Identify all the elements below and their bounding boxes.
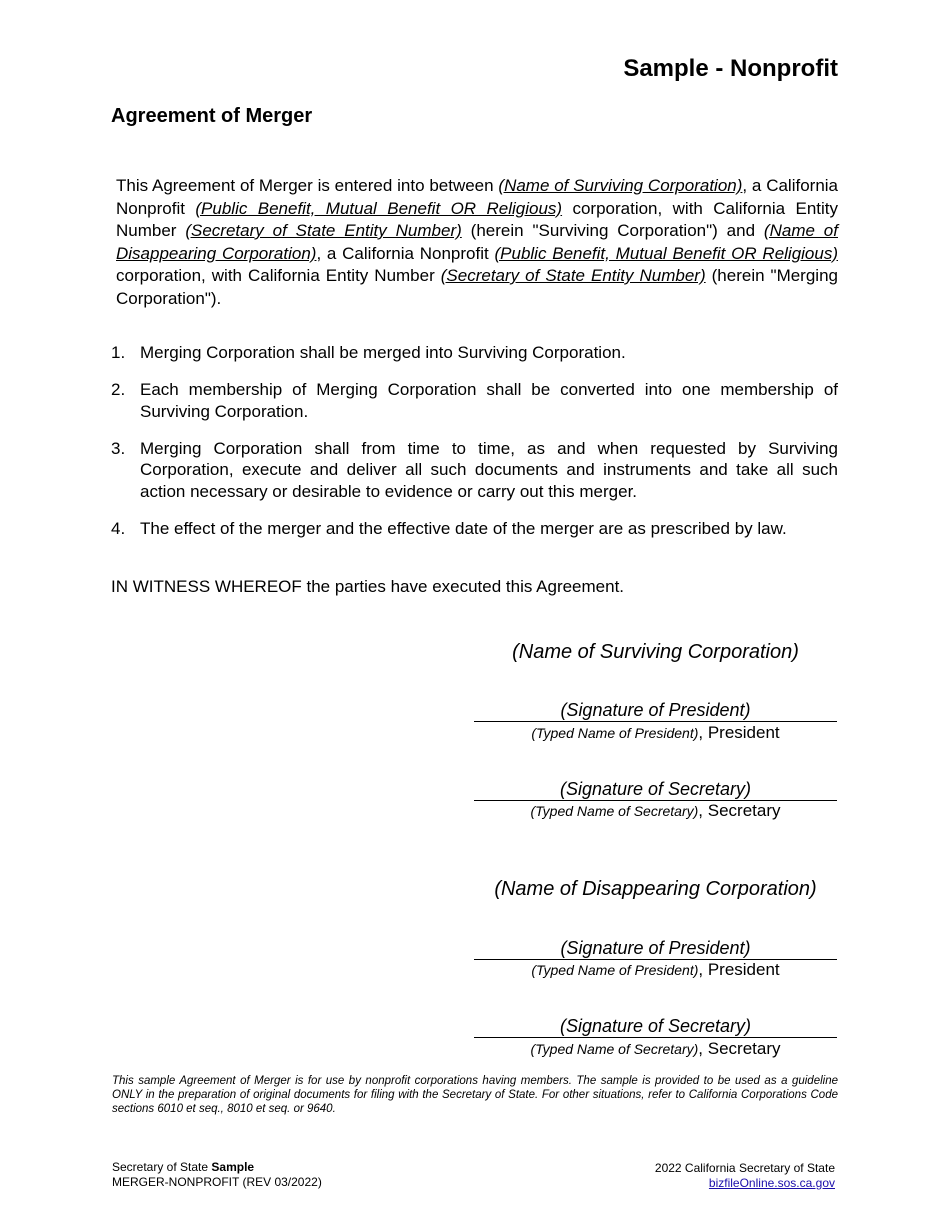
- placeholder-disappearing-type: (Public Benefit, Mutual Benefit OR Religious): [494, 243, 838, 263]
- intro-text: (herein "Merging Corporation").: [116, 266, 838, 308]
- clause-number: 1.: [111, 343, 126, 362]
- footer-sample-label: Sample: [211, 1160, 255, 1174]
- footer-agency: [112, 1160, 322, 1175]
- intro-text: This Agreement of Merger is entered into between: [116, 176, 499, 195]
- intro-text: (herein "Surviving Corporation") and: [461, 221, 764, 240]
- footer-form-info: [112, 1160, 322, 1190]
- footer-copyright-block: [655, 1161, 835, 1191]
- usage-footnote: This sample Agreement of Merger is for use by nonprofit corporations having members. The sample is provided to be used as a guideline ONLY in the preparation of original documents for filing with the Secretary of State. For other situations, refer to California Corporations Code sections 6010 et seq., 8010 et seq. or 9640.: [112, 1075, 838, 1115]
- clause-number: 4.: [111, 518, 126, 538]
- intro-text: corporation, with California Entity Number: [116, 266, 441, 285]
- typed-name: (Typed Name of Secretary): [530, 803, 699, 819]
- clause-item: [111, 438, 838, 503]
- surviving-corp-name: (Name of Surviving Corporation): [512, 641, 799, 663]
- title: , Secretary: [698, 1039, 781, 1058]
- clause-text: Each membership of Merging Corporation shall be converted into one membership of Surviving Corporation.: [140, 380, 838, 421]
- witness-statement: IN WITNESS WHEREOF the parties have executed this Agreement.: [111, 577, 625, 596]
- clause-number: 3.: [111, 438, 126, 458]
- clause-list: [111, 342, 838, 555]
- typed-name: (Typed Name of Secretary): [530, 1041, 699, 1057]
- clause-text: Merging Corporation shall from time to time, as and when requested by Surviving Corporation, execute and deliver all such documents and instruments and take all such action necessary or desirable to evidence or carry out this merger.: [140, 438, 838, 501]
- placeholder-surviving-type: (Public Benefit, Mutual Benefit OR Religious): [195, 198, 563, 218]
- disappearing-corp-name: (Name of Disappearing Corporation): [494, 878, 817, 900]
- placeholder-disappearing-name: (Name of Disappearing Corporation): [116, 221, 838, 263]
- clause-text: The effect of the merger and the effective date of the merger are as prescribed by law.: [140, 518, 787, 538]
- surviving-secretary-typed-name: [474, 801, 837, 821]
- title: , President: [698, 960, 780, 979]
- footer-agency-text: Secretary of State: [112, 1160, 212, 1174]
- intro-text: , a California Nonprofit: [116, 176, 838, 218]
- disappearing-president-signature-line: (Signature of President): [474, 938, 837, 960]
- clause-item: [111, 342, 838, 364]
- placeholder-disappearing-entity-number: (Secretary of State Entity Number): [440, 266, 706, 285]
- intro-text: , a California Nonprofit: [316, 243, 495, 263]
- typed-name: (Typed Name of President): [531, 725, 699, 741]
- placeholder-surviving-name: (Name of Surviving Corporation): [498, 176, 743, 195]
- clause-item: [111, 379, 838, 422]
- title: , President: [698, 723, 780, 742]
- footer-form-number: MERGER-NONPROFIT (REV 03/2022): [112, 1175, 322, 1189]
- document-title: Agreement of Merger: [111, 105, 313, 127]
- disappearing-secretary-signature-line: (Signature of Secretary): [474, 1016, 837, 1038]
- disappearing-secretary-typed-name: [474, 1039, 837, 1059]
- sample-label: Sample - Nonprofit: [623, 55, 838, 82]
- surviving-secretary-signature-line: (Signature of Secretary): [474, 779, 837, 801]
- intro-paragraph: [116, 175, 838, 310]
- title: , Secretary: [698, 801, 781, 820]
- clause-item: [111, 518, 838, 540]
- bizfile-online-link[interactable]: bizfileOnline.sos.ca.gov: [708, 1176, 835, 1190]
- intro-text: corporation, with California Entity Number: [116, 198, 839, 240]
- surviving-president-typed-name: [474, 723, 837, 743]
- disappearing-president-typed-name: [474, 960, 837, 980]
- surviving-president-signature-line: (Signature of President): [474, 700, 837, 722]
- placeholder-surviving-entity-number: (Secretary of State Entity Number): [185, 221, 462, 240]
- footer-copyright: 2022 California Secretary of State: [654, 1161, 835, 1175]
- typed-name: (Typed Name of President): [531, 962, 699, 978]
- clause-text: Merging Corporation shall be merged into Surviving Corporation.: [140, 343, 626, 362]
- clause-number: 2.: [111, 380, 126, 399]
